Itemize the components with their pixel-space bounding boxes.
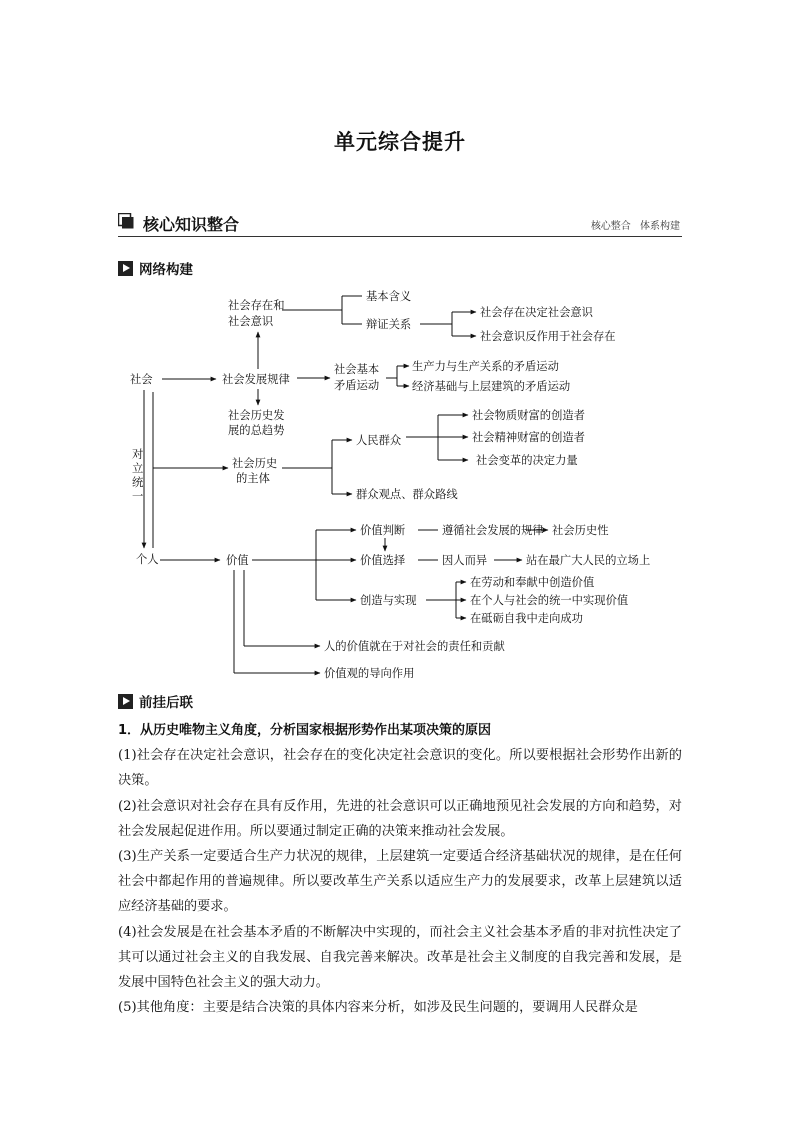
paragraph-5: (5)其他角度：主要是结合决策的具体内容来分析，如涉及民生问题的，要调用人民群众是 xyxy=(118,1000,638,1016)
section-note: 核心整合 体系构建 xyxy=(590,221,680,232)
node-history-nature: 社会历史性 xyxy=(552,524,609,537)
label-unity-3: 统 xyxy=(132,476,144,489)
node-existence-2: 社会意识 xyxy=(228,315,274,328)
node-create-realize: 创造与实现 xyxy=(360,594,417,607)
paragraph-1: (1)社会存在决定社会意识，社会存在的变化决定社会意识的变化。所以要根据社会形势作出新的决策。 xyxy=(118,748,682,789)
subsection-links xyxy=(118,691,193,709)
play-triangle-icon xyxy=(118,694,133,709)
node-create-1: 在劳动和奉献中创造价值 xyxy=(470,576,595,589)
subsection-network-label: 网络构建 xyxy=(139,262,193,278)
node-contradiction-2: 矛盾运动 xyxy=(334,379,380,392)
question-heading: 1．从历史唯物主义角度，分析国家根据形势作出某项决策的原因 xyxy=(118,723,492,738)
label-unity-4: 一 xyxy=(132,490,144,503)
node-subject-2: 的主体 xyxy=(236,472,270,485)
node-follow-law: 遵循社会发展的规律 xyxy=(442,524,544,537)
node-value-view: 价值观的导向作用 xyxy=(324,667,415,680)
node-contradiction-1: 社会基本 xyxy=(334,363,380,376)
node-mass-line: 群众观点、群众路线 xyxy=(356,488,458,501)
node-trend-1: 社会历史发 xyxy=(228,409,285,422)
paragraph-2: (2)社会意识对社会存在具有反作用，先进的社会意识可以正确地预见社会发展的方向和趋势，对社会发展起促进作用。所以要通过制定正确的决策来推动社会发展。 xyxy=(118,798,682,839)
node-exist-decides: 社会存在决定社会意识 xyxy=(480,306,593,319)
subsection-links-label: 前挂后联 xyxy=(139,695,193,711)
node-society: 社会 xyxy=(130,373,153,386)
node-masses: 人民群众 xyxy=(356,434,402,447)
section-title: 核心知识整合 xyxy=(143,215,240,234)
node-value: 价值 xyxy=(226,554,249,567)
node-create-3: 在砥砺自我中走向成功 xyxy=(470,612,583,625)
node-people-stand: 站在最广大人民的立场上 xyxy=(526,554,651,567)
node-value-life: 人的价值就在于对社会的责任和贡献 xyxy=(324,640,505,653)
paragraph-3: (3)生产关系一定要适合生产力状况的规律，上层建筑一定要适合经济基础状况的规律，是在任何社会中都起作用的普遍规律。所以要改革生产关系以适应生产力的发展要求，改革上层建筑以适应经济基础的要求。 xyxy=(118,849,682,915)
node-basic-meaning: 基本含义 xyxy=(366,290,412,303)
node-individual: 个人 xyxy=(136,553,159,566)
node-econ-contra: 经济基础与上层建筑的矛盾运动 xyxy=(412,380,571,393)
node-create-2: 在个人与社会的统一中实现价值 xyxy=(470,594,629,607)
label-unity-2: 立 xyxy=(132,462,144,475)
node-spiritual-creator: 社会精神财富的创造者 xyxy=(472,431,585,444)
node-existence-1: 社会存在和 xyxy=(228,299,285,312)
node-material-creator: 社会物质财富的创造者 xyxy=(472,409,585,422)
node-conscious-reacts: 社会意识反作用于社会存在 xyxy=(480,330,616,343)
node-dialectic: 辩证关系 xyxy=(366,318,412,331)
node-trend-2: 展的总趋势 xyxy=(228,424,285,437)
node-prod-contra: 生产力与生产关系的矛盾运动 xyxy=(412,360,559,373)
node-value-judgment: 价值判断 xyxy=(360,524,406,537)
body-text xyxy=(118,718,682,1020)
label-unity-1: 对 xyxy=(132,448,144,461)
node-subject-1: 社会历史 xyxy=(232,457,278,470)
node-value-choice: 价值选择 xyxy=(360,554,406,567)
node-differ-person: 因人而异 xyxy=(442,554,488,567)
page-title: 单元综合提升 xyxy=(334,130,466,154)
paragraph-4: (4)社会发展是在社会基本矛盾的不断解决中实现的，而社会主义社会基本矛盾的非对抗性决定了其可以通过社会主义的自我发展、自我完善来解决。改革是社会主义制度的自我完善和发展，是发展中国特色社会主义的强大动力。 xyxy=(118,924,682,991)
node-dev-law: 社会发展规律 xyxy=(222,373,290,386)
node-reform-force: 社会变革的决定力量 xyxy=(476,454,578,467)
